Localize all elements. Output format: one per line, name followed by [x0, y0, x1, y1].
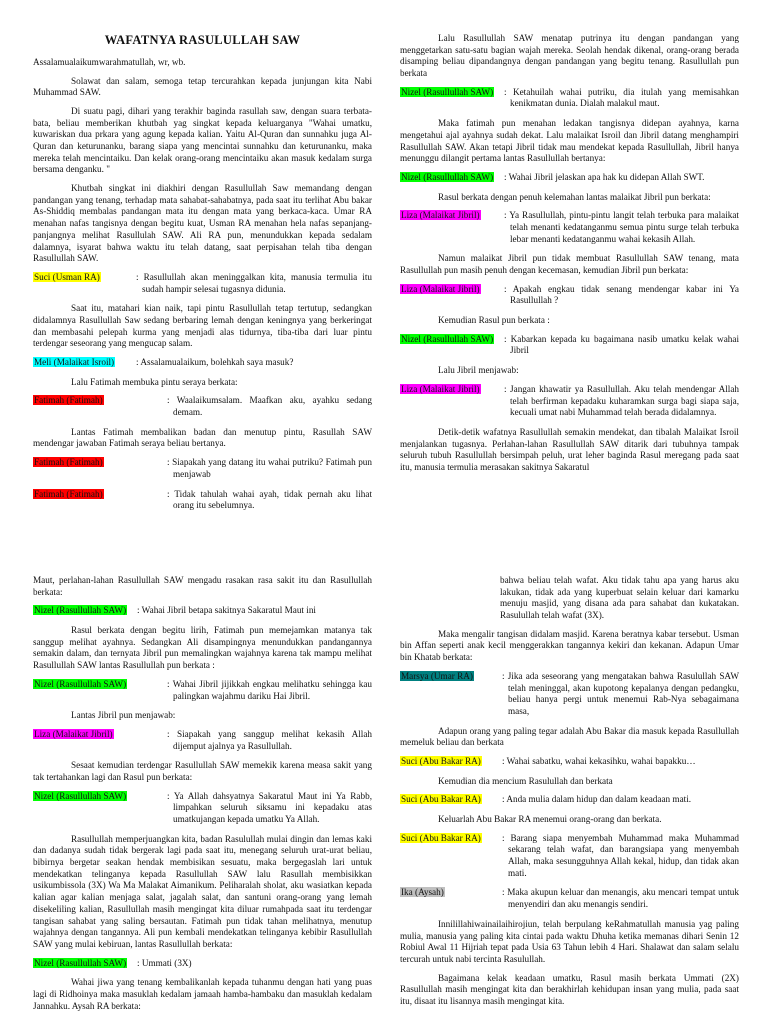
page1-left-column [33, 33, 372, 520]
dialogue-line [400, 284, 739, 307]
dialogue-line [400, 384, 739, 419]
speaker-label: Liza (Malaikat Jibril) [401, 383, 480, 394]
paragraph: Sesaat kemudian terdengar Rasullullah SAW memekik karena measa sakit yang tak tertahankan lagi dan Rasul pun berkata: [33, 760, 372, 782]
speaker-label: Meli (Malaikat Isroil) [34, 357, 115, 367]
paragraph: Rasul berkata dengan begitu lirih, Fatimah pun memejamkan matanya tak sanggup melihat ayahnya. Sedangkan Ali disampingnya menundukkan pandangannya semakin dalam, dan ternyata Jibril pun memalingkan wajahnya karena tak mampu melihat Rasullullah SAW lantas Rasullullah pun berkata : [33, 625, 372, 671]
dialogue-line [33, 958, 372, 970]
dialogue-line [400, 671, 739, 718]
dialogue-text: : Wahai Jibril jijikkah engkau melihatku sehingga kau palingkan wajahmu dariku Hai Jibril. [167, 678, 372, 701]
dialogue-text: : Kabarkan kepada ku bagaimana nasib umatku kelak wahai Jibril [504, 333, 739, 356]
dialogue-text: : Wahai sabatku, wahai kekasihku, wahai bapakku… [502, 755, 696, 766]
speaker-label: Nizel (Rasullullah SAW) [34, 957, 127, 968]
speaker-label: Suci (Abu Bakar RA) [401, 755, 481, 766]
paragraph: Lantas Jibril pun menjawab: [71, 710, 176, 721]
dialogue-line [400, 794, 739, 806]
paragraph: Lalu Rasullullah SAW menatap putrinya itu dengan pandangan yang menggetarkan satu-satu bagian wajah mereka. Seolah hendak dikenal, orang-orang berada disamping beliau dipandangnya dengan pandangan yang begitu tenang. Rasullullah pun berkata [400, 33, 739, 79]
page2-right-column [400, 575, 739, 1015]
speaker-label: Suci (Abu Bakar RA) [401, 832, 481, 843]
dialogue-line [400, 172, 739, 184]
dialogue-line [400, 756, 739, 768]
paragraph: Namun malaikat Jibril pun tidak membuat Rasullullah SAW tenang, mata Rasullullah pun masih penuh dengan kecemasan, kemudian Jibril pun berkata: [400, 253, 739, 275]
speaker-label: Nizel (Rasullullah SAW) [401, 86, 494, 97]
speaker-label: Liza (Malaikat Jibril) [34, 728, 113, 739]
dialogue-text: : Ya Allah dahsyatnya Sakaratul Maut ini Ya Rabb, limpahkan seluruh siksamu ini kepadaku atas umatkujangan kepada umatku Ya Allah. [167, 790, 372, 824]
dialogue-text: : Barang siapa menyembah Muhammad maka Muhammad sekarang telah wafat, dan barangsiapa yang menyembah Allah, maka sesungguhnya Allah kekal, hidup, dan tidak akan mati. [502, 832, 739, 878]
paragraph: Kemudian Rasul pun berkata : [438, 315, 550, 326]
page2-left-column [33, 575, 372, 1019]
document-title: WAFATNYA RASULULLAH SAW [104, 33, 301, 47]
speaker-label: Nizel (Rasullullah SAW) [34, 605, 127, 616]
speaker-label: Ika (Aysah) [401, 887, 444, 898]
paragraph: Solawat dan salam, semoga tetap tercurahkan kepada junjungan kita Nabi Muhammad SAW. [33, 75, 372, 98]
dialogue-line [400, 334, 739, 357]
dialogue-text: : Ya Rasullullah, pintu-pintu langit telah terbuka para malaikat telah menanti kedatanganmu semua pintu surge telah terbuka lebar menanti kedatanganmu wahai kekasih Allah. [504, 210, 739, 244]
paragraph: Lalu Fatimah membuka pintu seraya berkata: [71, 376, 238, 387]
dialogue-line [33, 457, 372, 480]
dialogue-line [33, 395, 372, 418]
dialogue-text: : Apakah engkau tidak senang mendengar kabar ini Ya Rasullullah ? [504, 283, 739, 306]
paragraph: Rasul berkata dengan penuh kelemahan lantas malaikat Jibril pun berkata: [438, 191, 711, 202]
paragraph: Saat itu, matahari kian naik, tapi pintu Rasullullah tetap tertutup, sedangkan didalamnya Rasullullah Saw sedang berbaring lemah dengan keningnya yang berkeringat dan membasahi pelepah kurma yang menjadi alas tidurnya, tiba-tiba dari luar pintu terdengar seseorang yang mengucap salam. [33, 303, 372, 349]
speaker-label: Marsya (Umar RA) [401, 670, 473, 681]
dialogue-text: : Assalamualaikum, bolehkah saya masuk? [136, 357, 294, 367]
greeting: Assalamualaikumwarahmatullah, wr, wb. [33, 56, 186, 67]
paragraph: Wahai jiwa yang tenang kembalikanlah kepada tuhanmu dengan hati yang puas lagi di Ridhoinya maka masuklah kedalam jamaah hamba-hambaku dan masuklah kedalam Jannahku. Aysah RA berkata: [33, 977, 372, 1011]
speaker-label: Fatimah (Fatimah) [34, 457, 103, 468]
dialogue-text: : Tidak tahulah wahai ayah, tidak pernah aku lihat orang itu sebelumnya. [167, 488, 372, 511]
dialogue-line [400, 833, 739, 880]
dialogue-text: : Waalaikumsalam. Maafkan aku, ayahku sedang demam. [167, 395, 372, 418]
dialogue-line [33, 729, 372, 752]
paragraph: Lantas Fatimah membalikan badan dan menutup pintu, Rasullah SAW mendengar jawaban Fatimah seraya beliau bertanya. [33, 426, 372, 449]
dialogue-text: : Wahai Jibril betapa sakitnya Sakaratul Maut ini [137, 605, 316, 616]
paragraph: Detik-detik wafatnya Rasullullah semakin mendekat, dan tibalah Malaikat Isroil menjalankan tugasnya. Perlahan-lahan Rasullullah SAW ditarik dari tubuhnya tampak seluruh tubuh Rasullullah bersimpah peluh, urat leher baginda Rasul meregang pada saat itu, manusia termulia merasakan sakitnya Sakaratul [400, 426, 739, 472]
speaker-label: Liza (Malaikat Jibril) [401, 283, 480, 294]
paragraph: Kemudian dia mencium Rasulullah dan berkata [438, 775, 613, 786]
dialogue-text: : Jika ada seseorang yang mengatakan bahwa Rasulullah SAW telah meninggal, akan kupotong kepalanya dengan pedangku, beliau hanya pergi untuk menemui Rab-Nya sebagaimana masa, [502, 670, 739, 716]
dialogue-text: : Anda mulia dalam hidup dan dalam keadaan mati. [502, 794, 692, 805]
paragraph: Keluarlah Abu Bakar RA menemui orang-orang dan berkata. [438, 814, 662, 824]
paragraph: Maka fatimah pun menahan ledakan tangisnya didepan ayahnya, karna mengetahui ajal ayahnya sudah dekat. Lalu malaikat Isroil dan Jibril datang menghampiri Rasullullah SAW. Akan tetapi Jibril tidak mau mendekat kepada Rasullullah, Jibril hanya menunggu dilangit pertama lantas Rasullullah bertanya: [400, 118, 739, 164]
paragraph: Khutbah singkat ini diakhiri dengan Rasullullah Saw memandang dengan pandangan yang tenang, terhadap mata sahabat-sahabatnya, pada saat itu terlihat Abu bakar As-Shiddiq membalas pandangan mata itu dengan mata yang berkaca-kaca. Umar RA menahan nafas tangisnya dengan begitu kuat, Usman RA menahan hela nafas sepanjang-panjangnya melihat Rasullulah SAW. Ali RA pun, menundukkan kepada sedalam dalamnya, isyarat bahwa waktu itu telah datang, saat perpisahan telah tiba dengan Rasullullah SAW. [33, 183, 372, 264]
speaker-label: Nizel (Rasullullah SAW) [401, 333, 494, 344]
dialogue-text: : Siapakah yang sanggup melihat kekasih Allah dijemput ajalnya ya Rasullullah. [167, 728, 372, 751]
speaker-label: Fatimah (Fatimah) [34, 488, 103, 499]
dialogue-line [33, 357, 372, 369]
dialogue-text: : Ketahuilah wahai putriku, dia itulah yang memisahkan kenikmatan dunia. Dialah malakul maut. [504, 86, 739, 109]
dialogue-line [33, 791, 372, 826]
page1-right-column [400, 33, 739, 481]
dialogue-text: : Ummati (3X) [137, 957, 192, 968]
dialogue-line [33, 679, 372, 702]
dialogue-text: : Jangan khawatir ya Rasullullah. Aku telah mendengar Allah telah berfirman kepadaku kuharamkan surga bagi siapa saja, kecuali umat nabi Muhammad telah berada didalamnya. [504, 383, 739, 418]
speaker-label: Nizel (Rasullullah SAW) [401, 171, 494, 182]
speaker-label: Suci (Usman RA) [34, 271, 100, 282]
speaker-label: Nizel (Rasullullah SAW) [34, 678, 127, 689]
speaker-label: Suci (Abu Bakar RA) [401, 794, 481, 805]
dialogue-line [400, 887, 739, 910]
dialogue-line [400, 87, 739, 110]
speaker-label: Liza (Malaikat Jibril) [401, 210, 480, 221]
paragraph: Di suatu pagi, dihari yang terakhir baginda rasullah saw, dengan suara terbata-bata, beliau memberikan khutbah yag singkat kepada keluarganya "Wahai umatku, kuwariskan dua prkara yang agung kepada kalian. Yaitu Al-Quran dan sunnahku juga Al-Quran dan keturunanku, barang siapa yang mencintai sunnahku dan keturunanku, maka mereka telah mencintaiku. Dan kelak orang-orang mencintaiku akan masuk kedalam surga bersama denganku. " [33, 105, 372, 175]
speaker-label: Nizel (Rasullullah SAW) [34, 790, 127, 801]
paragraph: Bagaimana kelak keadaan umatku, Rasul masih berkata Ummati (2X) Rasullullah masih mengingat kita dan berakhirlah kehidupan insan yang mulia, pada saat itu, disaat itu lisannya masih mengingat kita. [400, 972, 739, 1006]
dialogue-line [400, 210, 739, 245]
paragraph: Maka mengalir tangisan didalam masjid. Karena beratnya kabar tersebut. Usman bin Affan seperti anak kecil menggerakkan tangannya kekiri dan kekanan. Adapun Umar bin Khatab berkata: [400, 628, 739, 663]
paragraph: Maut, perlahan-lahan Rasullullah SAW mengadu rasakan rasa sakit itu dan Rasullullah berkata: [33, 575, 372, 597]
dialogue-text: : Maka akupun keluar dan menangis, aku mencari tempat untuk menyendiri dan aku menangis sendiri. [502, 887, 739, 910]
dialogue-text: : Wahai Jibril jelaskan apa hak ku didepan Allah SWT. [504, 171, 705, 182]
speaker-label: Fatimah (Fatimah) [34, 395, 103, 406]
dialogue-text: : Rasullullah akan meninggalkan kita, manusia termulia itu sudah hampir selesai tugasnya didunia. [136, 271, 372, 294]
dialogue-line [33, 605, 372, 617]
paragraph: bahwa beliau telah wafat. Aku tidak tahu apa yang harus aku lakukan, tidak ada yang kuperbuat selain keluar dari kamarku menuju masjid, yang disana ada para sahabat dan kukatakan. Rasulullah telah wafat (3X). [500, 575, 739, 621]
dialogue-line [33, 489, 372, 512]
paragraph: Rasullullah memperjuangkan kita, badan Rasulullah mulai dingin dan lemas kaki dan dadanya sudah tidak bergerak lagi pada saat itu, menegang seluruh urat-urat beliau, bibirnya bergetar seakan hendak membisikan sesuatu, maka bergegaslah lari untuk mendekatkan telinganya kepada Rasullullah SAW lalu Rasullah membisikkan usikumbissola (3X) Wa Ma Malakat Aimanikum. Peliharalah sholat, aku wasiatkan kepada kalian agar kalian menjaga salat, jagalah salat, dan santuni orang-orang yang lemah disekeliling kalian, Rasullullah masih mengingat kita diluar rumahpada saat itu terdengar tangisan sahabat yang saling bersautan. Fatimah pun tidak tahan melihatnya, menutup wajahnya dengan tangannya. Ali pun kembali mendekatkan telinganya kebibir Rasullullah SAW yang mulai kebiruan, lantas Rasullullah berkata: [33, 833, 372, 949]
paragraph: Adapun orang yang paling tegar adalah Abu Bakar dia masuk kepada Rasullullah memeluk beliau dan berkata [400, 725, 739, 748]
paragraph: Lalu Jibril menjawab: [438, 365, 519, 376]
dialogue-line [33, 272, 372, 295]
dialogue-text: : Siapakah yang datang itu wahai putriku? Fatimah pun menjawab [167, 457, 372, 479]
paragraph: Innilillahiwainailaihirojiun, telah berpulang keRahmatullah manusia yag paling mulia, manusia yang paling kita cintai pada waktu Dhuha ketika memanas dihari Senin 12 Robiul Awal 11 Hijriah tepat pada Usia 63 Tahun lebih 4 Hari. Shalawat dan salam selalu tercurah untuk nabi tercinta Rasulullah. [400, 918, 739, 964]
